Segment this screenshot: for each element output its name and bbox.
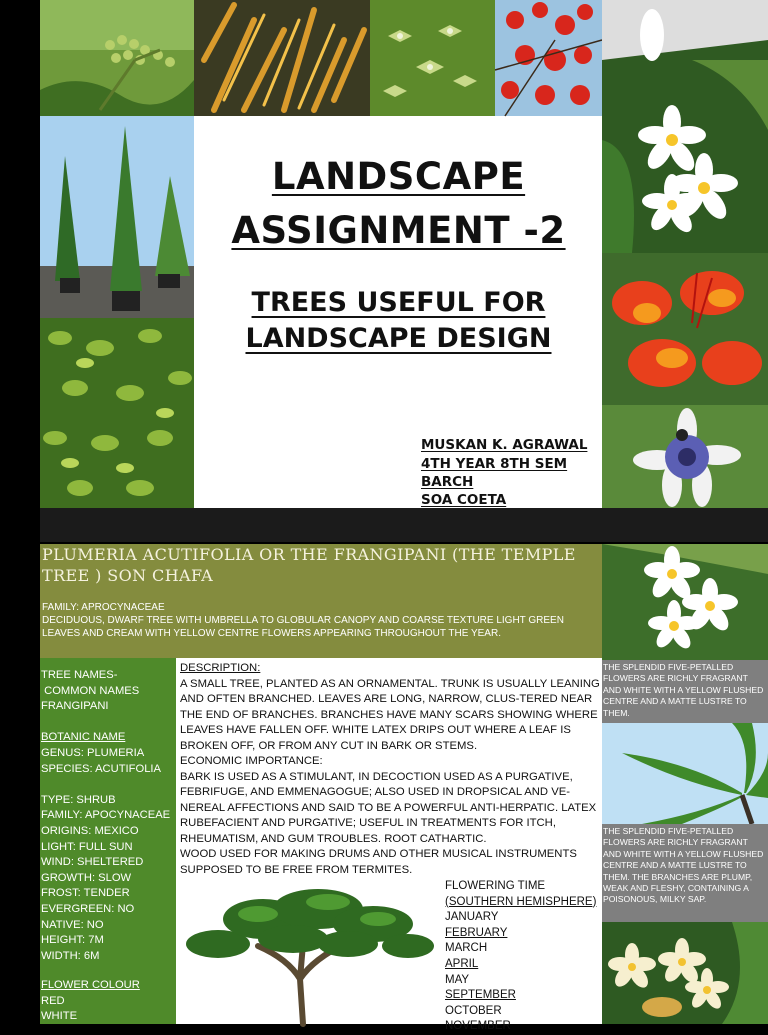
- author-degree: BARCH: [421, 474, 474, 490]
- caption-2: THE SPLENDID FIVE-PETALLED FLOWERS ARE RICHLY FRAGRANT AND WHITE WITH A YELLOW FLUSHED CENTRE AND A MATTE LUSTRE TO THEM. THE BRANCHES ARE PLUMP, WEAK AND FLESHY, CONTAINING A POISONOUS, MILKY SAP.: [602, 824, 768, 922]
- passion-flower-photo: [602, 405, 768, 508]
- page-separator: [40, 508, 768, 542]
- flowering-heading: FLOWERING TIME: [445, 880, 546, 892]
- plumeria-leaves-photo: [602, 723, 768, 824]
- plumeria-family-summary: [42, 601, 600, 640]
- month-item: OCTOBER: [445, 1004, 502, 1017]
- plumeria-header: [40, 544, 602, 658]
- botanic-name-heading: BOTANIC NAME: [41, 731, 126, 744]
- family-line: FAMILY: APROCYNACEAE: [42, 602, 165, 613]
- shrub-leaves-photo: [40, 318, 194, 508]
- tree-facts-sidebar: [40, 658, 176, 1024]
- width-value: WIDTH: 6M: [41, 949, 100, 962]
- origins-value: ORIGINS: MEXICO: [41, 825, 139, 837]
- flowering-time-block: [445, 879, 596, 1035]
- frost-value: FROST: TENDER: [41, 887, 130, 900]
- description-heading: DESCRIPTION:: [180, 662, 261, 674]
- month-item: MARCH: [445, 942, 488, 955]
- subtitle-line-1: TREES USEFUL FOR: [251, 287, 546, 318]
- growth-value: GROWTH: SLOW: [41, 871, 132, 884]
- summary-text: DECIDUOUS, DWARF TREE WITH UMBRELLA TO GLOBULAR CANOPY AND COARSE TEXTURE LIGHT GREEN LEAVES AND CREAM WITH YELLOW CENTRE FLOWERS APPEARING THROUGHOUT THE YEAR.: [42, 615, 564, 639]
- month-item: JANUARY: [445, 911, 499, 924]
- left-margin: [0, 0, 40, 1024]
- family-value: FAMILY: APOCYNACEAE: [41, 809, 171, 822]
- author-year: 4TH YEAR 8TH SEM: [421, 456, 568, 472]
- title-line-2: ASSIGNMENT -2: [231, 209, 566, 252]
- light-value: LIGHT: FULL SUN: [41, 840, 133, 853]
- buds-photo: [40, 0, 194, 116]
- flowering-subheading: (SOUTHERN HEMISPHERE): [445, 895, 597, 908]
- height-value: HEIGHT: 7M: [41, 934, 104, 947]
- month-item: FEBRUARY: [445, 926, 508, 939]
- economic-importance-heading: ECONOMIC IMPORTANCE:: [180, 755, 323, 767]
- cover-title-block: [195, 117, 602, 508]
- wind-value: WIND: SHELTERED: [41, 856, 144, 869]
- plumeria-cluster-photo: [602, 922, 768, 1024]
- title-line-1: LANDSCAPE: [271, 155, 526, 198]
- tree-nursery-photo: [40, 116, 194, 318]
- description-para-1: A SMALL TREE, PLANTED AS AN ORNAMENTAL. TRUNK IS USUALLY LEANING AND OFTEN BRANCHED. LEAVES ARE LONG, NARROW, CLUS-TERED NEAR THE END OF BRANCHES. BRANCHES HAVE MANY SCARS SHOWING WHERE LEAVES HAVE FALLEN OFF. WHITE LATEX DRIPS OUT WHERE A LEAF IS BROKEN OFF, OR FROM ANY CUT IN BARK OR STEMS.: [180, 677, 600, 752]
- flower-colour-red: RED: [41, 994, 65, 1007]
- evergreen-value: EVERGREEN: NO: [41, 903, 135, 915]
- common-names-label: COMMON NAMES: [41, 684, 140, 697]
- description-para-3: WOOD USED FOR MAKING DRUMS AND OTHER MUSICAL INSTRUMENTS SUPPOSED TO BE FREE FROM TERMITES.: [180, 848, 577, 876]
- tree-names-heading: TREE NAMES-: [41, 669, 118, 681]
- plumeria-flowers-photo: [602, 544, 768, 660]
- species-value: SPECIES: ACUTIFOLIA: [41, 762, 161, 775]
- genus-value: GENUS: PLUMERIA: [41, 747, 145, 759]
- native-value: NATIVE: NO: [41, 918, 104, 931]
- author-name: MUSKAN K. AGRAWAL: [421, 437, 588, 453]
- month-item: SEPTEMBER: [445, 989, 516, 1002]
- description-text: [180, 661, 600, 878]
- plumeria-tree-illustration: [178, 884, 436, 1024]
- flower-colour-heading: FLOWER COLOUR: [41, 979, 140, 991]
- subtitle-line-2: LANDSCAPE DESIGN: [245, 323, 552, 354]
- flower-colour-white: WHITE: [41, 1010, 78, 1023]
- white-plumeria-photo: [602, 0, 768, 253]
- gulmohar-flower-photo: [602, 253, 768, 405]
- month-item: MAY: [445, 973, 470, 986]
- golden-flower-photo: [194, 0, 370, 116]
- common-name-value: FRANGIPANI: [41, 700, 109, 713]
- caption-1: THE SPLENDID FIVE-PETALLED FLOWERS ARE RICHLY FRAGRANT AND WHITE WITH A YELLOW FLUSHED CENTRE AND A MATTE LUSTRE TO THEM.: [602, 660, 768, 723]
- type-value: TYPE: SHRUB: [41, 793, 116, 806]
- author-college: SOA COETA: [421, 492, 507, 508]
- month-item: NOVEMBER: [445, 1020, 511, 1033]
- description-panel: [176, 658, 602, 1033]
- red-flower-tree-photo: [495, 0, 602, 116]
- description-para-2: BARK IS USED AS A STIMULANT, IN DECOCTION USED AS A PURGATIVE, FEBRIFUGE, AND EMMENAGOGUE; ALSO USED IN DROPSICAL AND VE-NEREAL AFFECTIONS AND SAID TO BE A POWERFUL ANTI-HERPATIC. LATEX RUBEFACIENT AND PURGATIVE; USEFUL IN TREATMENTS FOR ITCH, RHEUMATISM, AND GUM TROUBLES. ROOT CATHARTIC.: [180, 770, 597, 845]
- plumeria-heading: PLUMERIA ACUTIFOLIA OR THE FRANGIPANI (THE TEMPLE TREE ) SON CHAFA: [42, 545, 576, 585]
- month-item: APRIL: [445, 957, 479, 970]
- green-flower-photo: [370, 0, 495, 116]
